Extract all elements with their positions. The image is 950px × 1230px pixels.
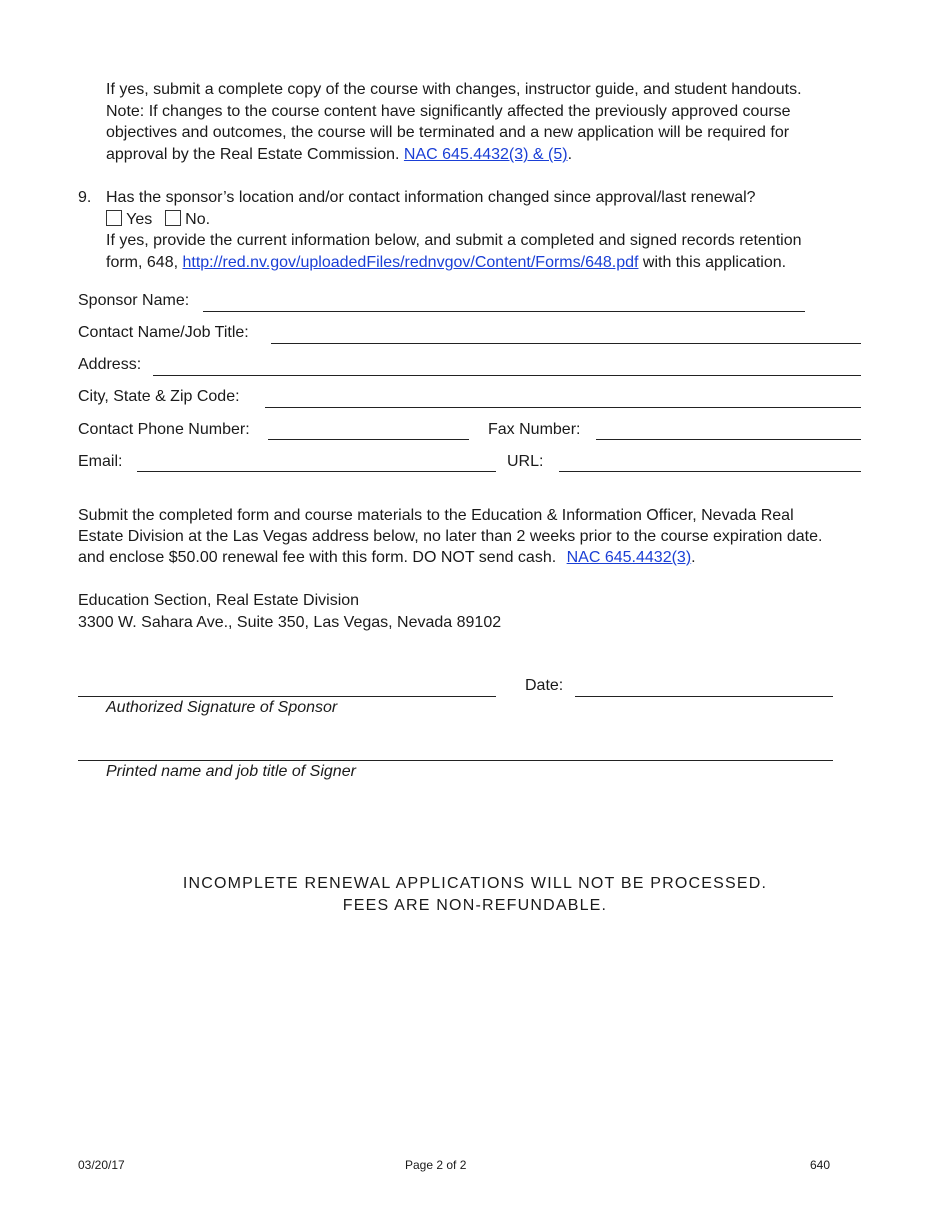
intro-line-2: Note: If changes to the course content have significantly affected the previously approved course bbox=[106, 103, 791, 120]
phone-line[interactable] bbox=[268, 439, 469, 440]
contact-name-line[interactable] bbox=[271, 343, 861, 344]
city-state-zip-label: City, State & Zip Code: bbox=[78, 388, 240, 405]
intro-line-3: objectives and outcomes, the course will be terminated and a new application will be required for bbox=[106, 124, 790, 141]
url-line[interactable] bbox=[559, 471, 861, 472]
signature-line[interactable] bbox=[78, 696, 496, 697]
signature-caption: Authorized Signature of Sponsor bbox=[106, 699, 338, 716]
sponsor-name-label: Sponsor Name: bbox=[78, 292, 190, 309]
intro-period: . bbox=[567, 146, 573, 163]
city-state-zip-line[interactable] bbox=[265, 407, 861, 408]
nac-link-submit[interactable]: NAC 645.4432(3) bbox=[566, 549, 692, 566]
question-9-line-1: If yes, provide the current information below, and submit a completed and signed records retention bbox=[106, 232, 802, 249]
fax-line[interactable] bbox=[596, 439, 861, 440]
address-label: Address: bbox=[78, 356, 142, 373]
address-line[interactable] bbox=[153, 375, 861, 376]
question-9-text: Has the sponsor’s location and/or contact information changed since approval/last renewal? bbox=[106, 189, 756, 206]
contact-name-label: Contact Name/Job Title: bbox=[78, 324, 249, 341]
submit-line-1: Submit the completed form and course materials to the Education & Information Officer, Nevada Real bbox=[78, 507, 794, 524]
intro-line-4 bbox=[106, 146, 572, 164]
printed-name-caption: Printed name and job title of Signer bbox=[106, 763, 356, 780]
notice-line-2: FEES ARE NON-REFUNDABLE. bbox=[342, 897, 608, 914]
footer-date: 03/20/17 bbox=[78, 1158, 125, 1172]
submit-line-3 bbox=[78, 549, 696, 567]
fax-label: Fax Number: bbox=[488, 421, 581, 438]
url-label: URL: bbox=[507, 453, 544, 470]
address-block-line-2: 3300 W. Sahara Ave., Suite 350, Las Vegas, Nevada 89102 bbox=[78, 614, 502, 631]
date-line[interactable] bbox=[575, 696, 833, 697]
notice-line-1: INCOMPLETE RENEWAL APPLICATIONS WILL NOT BE PROCESSED. bbox=[182, 875, 768, 892]
nac-link-intro[interactable]: NAC 645.4432(3) & (5) bbox=[403, 146, 568, 163]
date-label: Date: bbox=[525, 677, 564, 694]
submit-period: . bbox=[691, 549, 696, 566]
submit-line-3-text: and enclose $50.00 renewal fee with this form. DO NOT send cash. bbox=[78, 549, 557, 566]
phone-label: Contact Phone Number: bbox=[78, 421, 250, 438]
sponsor-name-line[interactable] bbox=[203, 311, 805, 312]
yes-label: Yes bbox=[126, 211, 153, 228]
yes-checkbox[interactable] bbox=[106, 210, 122, 226]
printed-name-line[interactable] bbox=[78, 760, 833, 761]
question-9-suffix: with this application. bbox=[642, 254, 787, 271]
yes-no-options bbox=[106, 210, 210, 229]
question-9-prefix: form, 648, bbox=[106, 254, 179, 271]
no-checkbox[interactable] bbox=[165, 210, 181, 226]
no-label: No. bbox=[185, 211, 211, 228]
intro-line-4-text: approval by the Real Estate Commission. bbox=[106, 146, 400, 163]
email-line[interactable] bbox=[137, 471, 496, 472]
footer-page-number: Page 2 of 2 bbox=[405, 1158, 467, 1172]
submit-line-2: Estate Division at the Las Vegas address below, no later than 2 weeks prior to the course expiration date. bbox=[78, 528, 823, 545]
intro-line-1: If yes, submit a complete copy of the course with changes, instructor guide, and student handouts. bbox=[106, 81, 802, 98]
form-648-link[interactable]: http://red.nv.gov/uploadedFiles/rednvgov/Content/Forms/648.pdf bbox=[182, 254, 639, 271]
email-label: Email: bbox=[78, 453, 123, 470]
question-9-line-2 bbox=[106, 254, 786, 272]
footer-form-number: 640 bbox=[810, 1158, 831, 1172]
address-block-line-1: Education Section, Real Estate Division bbox=[78, 592, 360, 609]
question-9-number: 9. bbox=[78, 189, 92, 206]
